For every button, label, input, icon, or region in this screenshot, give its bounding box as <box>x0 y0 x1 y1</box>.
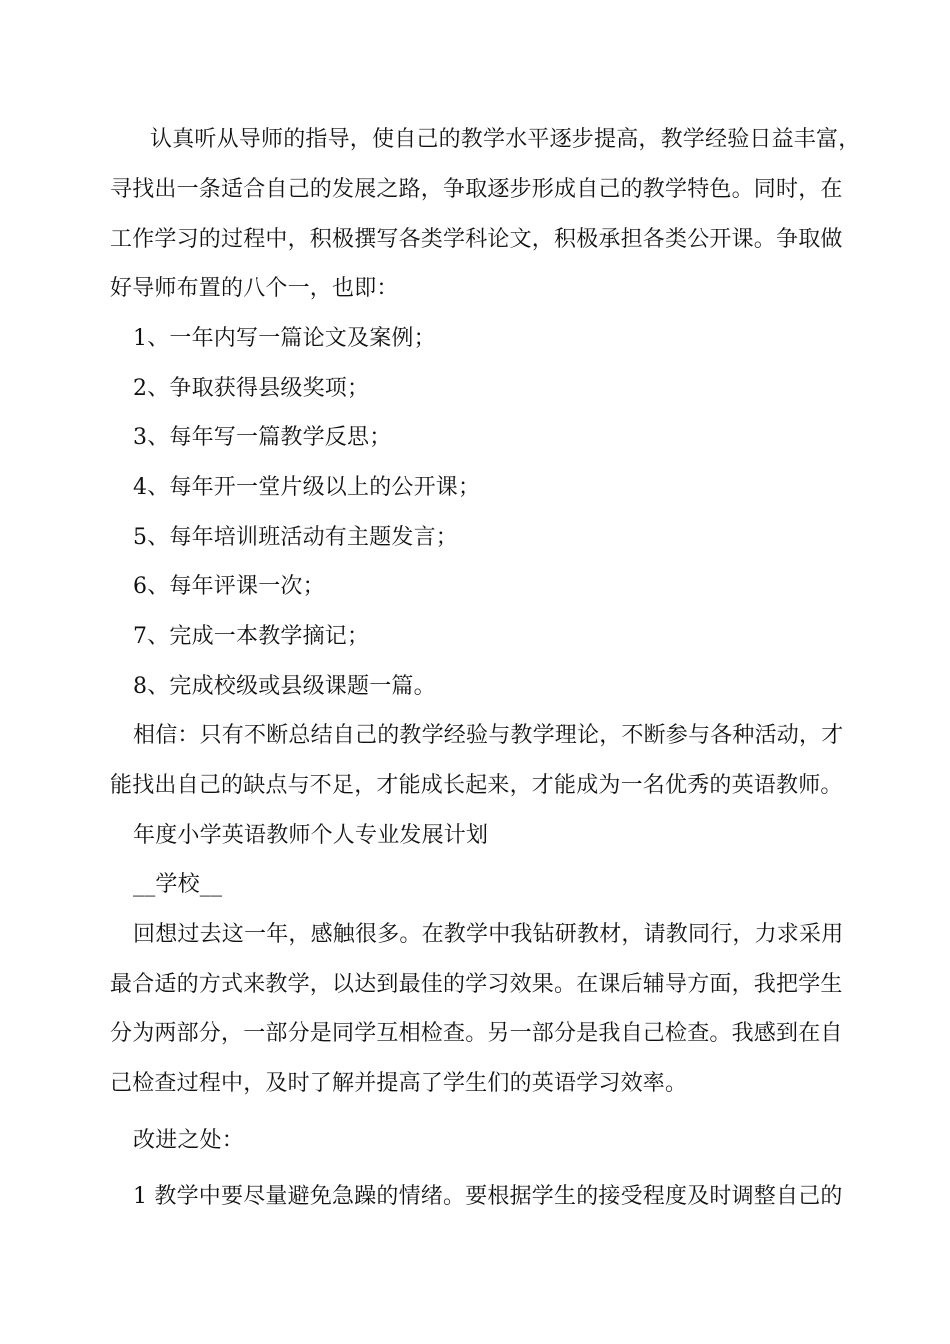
improvement-line-1: 1 教学中要尽量避免急躁的情绪。要根据学生的接受程度及时调整自己的 <box>133 1184 843 1209</box>
list-item-6: 6、每年评课一次； <box>133 574 325 599</box>
paragraph-line-1: 认真听从导师的指导，使自己的教学水平逐步提高，教学经验日益丰富， <box>150 127 861 152</box>
list-item-8: 8、完成校级或县级课题一篇。 <box>133 674 436 699</box>
list-item-2: 2、争取获得县级奖项； <box>133 376 370 401</box>
paragraph-line-2: 寻找出一条适合自己的发展之路，争取逐步形成自己的教学特色。同时，在 <box>110 177 843 202</box>
list-item-1: 1、一年内写一篇论文及案例； <box>133 326 436 351</box>
section-title: 年度小学英语教师个人专业发展计划 <box>133 823 489 848</box>
review-line-1: 回想过去这一年，感触很多。在教学中我钻研教材，请教同行，力求采用 <box>133 922 844 947</box>
paragraph-line-4: 好导师布置的八个一，也即： <box>110 276 399 301</box>
list-item-7: 7、完成一本教学摘记； <box>133 624 370 649</box>
list-item-4: 4、每年开一堂片级以上的公开课； <box>133 475 481 500</box>
list-item-3: 3、每年写一篇教学反思； <box>133 425 392 450</box>
conclusion-line-1: 相信：只有不断总结自己的教学经验与教学理论，不断参与各种活动，才 <box>133 723 844 748</box>
review-line-2: 最合适的方式来教学，以达到最佳的学习效果。在课后辅导方面，我把学生 <box>110 972 843 997</box>
list-item-5: 5、每年培训班活动有主题发言； <box>133 525 458 550</box>
school-name: __学校__ <box>133 872 223 897</box>
review-line-4: 己检查过程中，及时了解并提高了学生们的英语学习效率。 <box>110 1071 688 1096</box>
conclusion-line-2: 能找出自己的缺点与不足，才能成长起来，才能成为一名优秀的英语教师。 <box>110 773 843 798</box>
review-line-3: 分为两部分，一部分是同学互相检查。另一部分是我自己检查。我感到在自 <box>110 1021 843 1046</box>
improvement-heading: 改进之处： <box>133 1128 245 1153</box>
paragraph-line-3: 工作学习的过程中，积极撰写各类学科论文，积极承担各类公开课。争取做 <box>110 227 843 252</box>
